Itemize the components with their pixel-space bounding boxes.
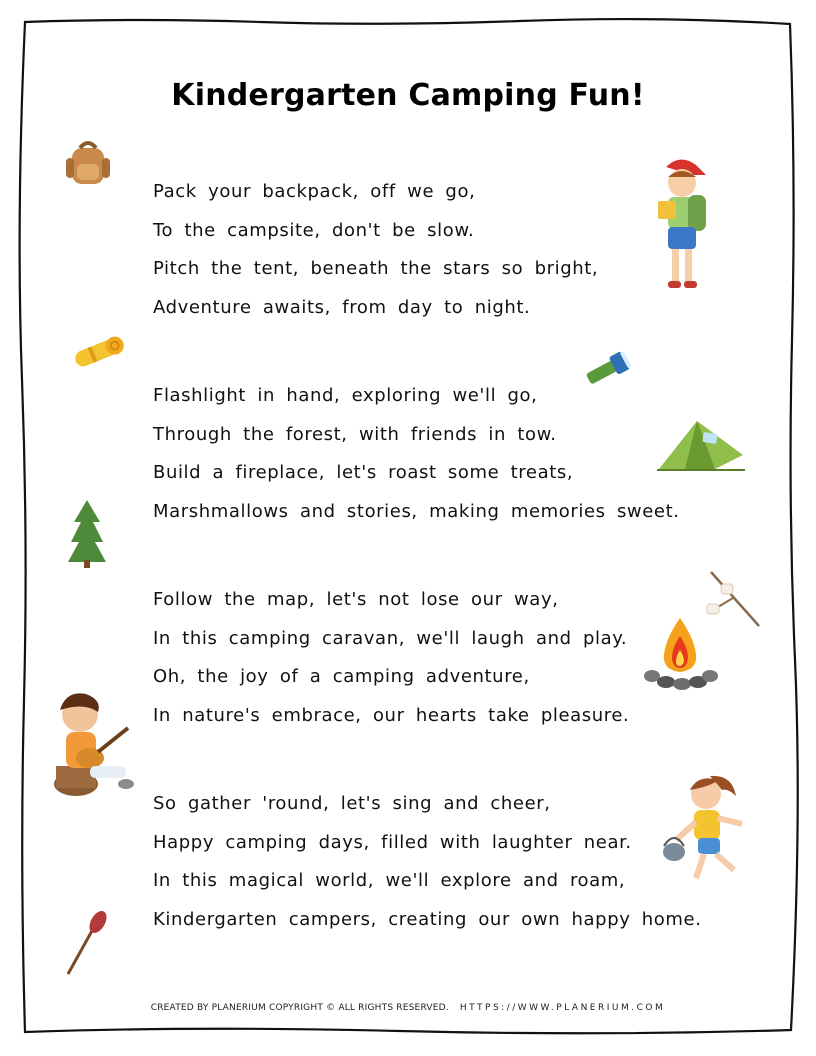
boy-guitar-icon <box>50 688 136 800</box>
poem-line: Oh, the joy of a camping adventure, <box>153 666 530 687</box>
page-title: Kindergarten Camping Fun! <box>171 78 645 113</box>
sausage-stick-icon <box>60 906 112 978</box>
girl-kettle-icon <box>662 766 750 890</box>
stanza-4 <box>153 785 702 939</box>
copyright-text: CREATED BY PLANERIUM COPYRIGHT © ALL RIGHTS RESERVED. <box>150 1003 449 1013</box>
poem-line: In this magical world, we'll explore and roam, <box>153 870 626 891</box>
pine-tree-icon <box>66 498 108 570</box>
poem-line: Flashlight in hand, exploring we'll go, <box>153 385 538 406</box>
sleeping-mat-icon <box>70 332 128 372</box>
poem-line: Marshmallows and stories, making memories sweet. <box>153 500 680 522</box>
website-link[interactable]: HTTPS://WWW.PLANERIUM.COM <box>459 1003 666 1013</box>
backpack-icon <box>62 136 114 188</box>
poem-line: Kindergarten campers, creating our own happy home. <box>153 908 702 930</box>
page-footer <box>0 1003 816 1013</box>
campfire-icon <box>640 614 720 692</box>
tent-icon <box>655 415 747 473</box>
poem-line: To the campsite, don't be slow. <box>153 219 475 241</box>
poem-line: In nature's embrace, our hearts take pleasure. <box>153 704 630 726</box>
poem-line: Happy camping days, filled with laughter near. <box>153 831 632 853</box>
poem-line: Build a fireplace, let's roast some treats, <box>153 462 574 483</box>
poem-line: Pack your backpack, off we go, <box>153 181 476 202</box>
stanza-3 <box>153 581 629 735</box>
boy-hiker-icon <box>652 155 712 293</box>
poem-line: Adventure awaits, from day to night. <box>153 296 531 318</box>
poem-line: Through the forest, with friends in tow. <box>153 423 557 445</box>
stanza-1 <box>153 173 598 327</box>
poem-line: In this camping caravan, we'll laugh and play. <box>153 627 628 649</box>
poem-line: Follow the map, let's not lose our way, <box>153 589 559 610</box>
flashlight-icon <box>580 348 636 390</box>
poem-line: Pitch the tent, beneath the stars so bright, <box>153 258 599 279</box>
poem-line: So gather 'round, let's sing and cheer, <box>153 793 551 814</box>
stanza-2 <box>153 377 680 531</box>
